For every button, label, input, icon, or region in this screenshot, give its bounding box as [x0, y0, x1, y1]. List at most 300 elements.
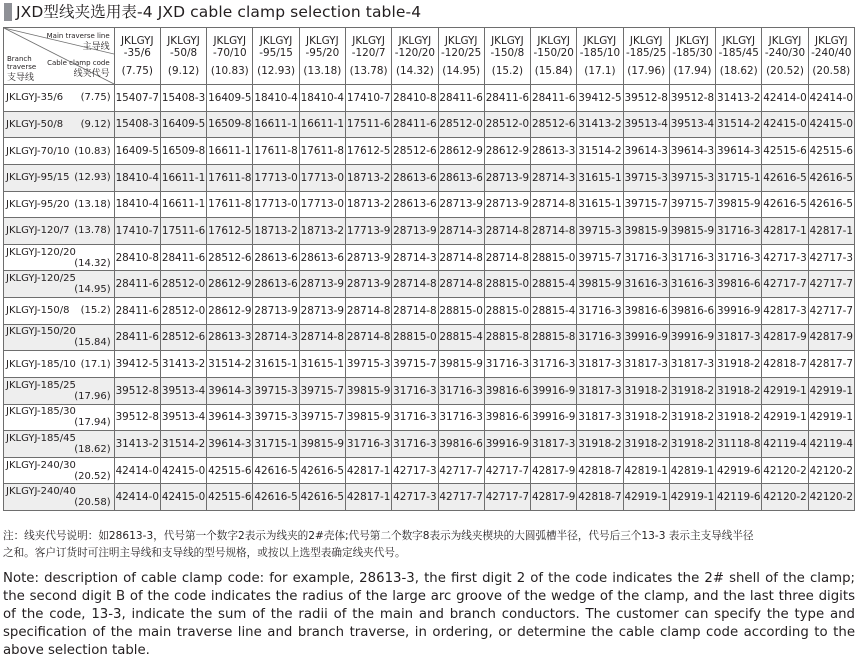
clamp-code-cell: 17612-5: [207, 218, 253, 245]
clamp-code-cell: 31918-2: [623, 377, 669, 404]
clamp-code-cell: 42817-1: [808, 218, 854, 245]
branch-en-label-1: Branch: [7, 55, 32, 63]
clamp-code-cell: 39916-9: [531, 377, 577, 404]
column-model: JKLGYJ: [120, 34, 154, 47]
column-header: [299, 28, 345, 85]
row-header: [4, 377, 115, 404]
clamp-code-cell: 28411-6: [114, 324, 160, 351]
clamp-code-cell: 42120-2: [762, 484, 808, 511]
column-size: (20.58): [812, 64, 851, 77]
clamp-code-cell: 31514-2: [716, 111, 762, 138]
clamp-code-cell: 39916-9: [716, 298, 762, 325]
clamp-code-cn-label: 线夹代号: [73, 69, 110, 79]
row-header: [4, 298, 115, 325]
table-row: [4, 138, 855, 165]
clamp-code-cell: 16409-5: [160, 111, 206, 138]
row-model: JKLGYJ-120/7: [6, 225, 70, 237]
column-size: (17.1): [584, 64, 616, 77]
clamp-code-cell: 28815-0: [392, 324, 438, 351]
row-model: JKLGYJ-120/20: [6, 246, 76, 258]
column-spec: -120/25: [440, 47, 482, 60]
clamp-code-cell: 28714-8: [438, 271, 484, 298]
clamp-code-cell: 42819-1: [669, 457, 715, 484]
clamp-code-cell: 42515-6: [207, 457, 253, 484]
clamp-code-cell: 31918-2: [669, 431, 715, 458]
clamp-code-cell: 42817-1: [345, 484, 391, 511]
clamp-code-cell: 31716-3: [484, 351, 530, 378]
clamp-code-cell: 39614-3: [669, 138, 715, 165]
clamp-code-cell: 28612-9: [207, 271, 253, 298]
table-row: [4, 244, 855, 271]
clamp-code-cell: 28512-6: [207, 244, 253, 271]
clamp-code-cell: 31615-1: [299, 351, 345, 378]
clamp-code-cell: 42817-9: [762, 324, 808, 351]
column-header: [253, 28, 299, 85]
clamp-code-cell: 42817-9: [531, 457, 577, 484]
clamp-code-cell: 16509-8: [160, 138, 206, 165]
clamp-code-cell: 31817-3: [577, 377, 623, 404]
clamp-code-cell: 28411-6: [484, 85, 530, 112]
clamp-code-cell: 31817-3: [577, 404, 623, 431]
clamp-code-cell: 39715-7: [299, 377, 345, 404]
clamp-code-cell: 42717-7: [484, 484, 530, 511]
column-header: [392, 28, 438, 85]
clamp-code-cell: 31413-2: [160, 351, 206, 378]
row-model: JKLGYJ-240/40: [6, 486, 76, 498]
clamp-code-cell: 18713-2: [345, 191, 391, 218]
table-row: [4, 404, 855, 431]
clamp-code-cell: 18713-2: [299, 218, 345, 245]
note-chinese: 注：线夹代号说明：如28613-3，代号第一个数字2表示为线夹的2#壳体;代号第二个数字8表示为线夹楔块的大圆弧槽半径，代号后三个13-3 表示主支导线半径之和。客户订货时可注明主导线和支导线的型号规格，或按以上选型表确定线夹代号。: [3, 530, 754, 559]
clamp-code-cell: 28815-0: [438, 298, 484, 325]
clamp-code-cell: 31716-3: [669, 244, 715, 271]
clamp-code-cell: 17611-8: [207, 164, 253, 191]
clamp-code-cell: 31716-3: [577, 298, 623, 325]
clamp-code-cell: 16611-1: [160, 164, 206, 191]
table-row: [4, 351, 855, 378]
row-size: (13.18): [74, 198, 111, 210]
clamp-code-cell: 39815-9: [669, 218, 715, 245]
column-model: JKLGYJ: [722, 34, 756, 47]
clamp-code-cell: 31716-3: [577, 324, 623, 351]
row-model: JKLGYJ-50/8: [6, 118, 64, 130]
clamp-code-cell: 28411-6: [531, 85, 577, 112]
clamp-code-cell: 39512-8: [623, 85, 669, 112]
column-header: [484, 28, 530, 85]
clamp-code-cell: 28815-0: [484, 298, 530, 325]
clamp-code-cell: 28815-8: [484, 324, 530, 351]
clamp-code-cell: 39815-9: [716, 191, 762, 218]
column-header: [531, 28, 577, 85]
table-row: [4, 484, 855, 511]
clamp-code-cell: 28613-3: [207, 324, 253, 351]
column-model: JKLGYJ: [768, 34, 802, 47]
clamp-code-cell: 42616-5: [299, 457, 345, 484]
column-model: JKLGYJ: [815, 34, 848, 47]
row-size: (7.75): [80, 92, 111, 104]
clamp-code-cell: 39916-9: [531, 404, 577, 431]
clamp-code-cell: 28713-9: [345, 271, 391, 298]
clamp-code-cell: 17713-9: [345, 218, 391, 245]
clamp-code-cell: 31716-3: [531, 351, 577, 378]
clamp-code-cell: 17511-6: [160, 218, 206, 245]
clamp-code-cell: 31616-3: [623, 271, 669, 298]
clamp-code-cell: 28815-4: [531, 271, 577, 298]
clamp-code-cell: 42616-5: [253, 484, 299, 511]
clamp-code-cell: 42120-2: [808, 484, 854, 511]
clamp-code-cell: 28713-9: [299, 271, 345, 298]
row-model: JKLGYJ-185/25: [6, 379, 76, 391]
table-row: [4, 298, 855, 325]
clamp-code-cell: 28714-8: [392, 271, 438, 298]
clamp-code-cell: 39513-4: [160, 377, 206, 404]
clamp-code-cell: 28713-9: [392, 218, 438, 245]
clamp-code-cell: 42119-4: [808, 431, 854, 458]
clamp-code-cell: 42414-0: [762, 85, 808, 112]
clamp-code-cell: 39815-9: [438, 351, 484, 378]
column-model: JKLGYJ: [259, 34, 293, 47]
clamp-code-cell: 42919-1: [762, 404, 808, 431]
table-header-row: [4, 28, 855, 85]
column-spec: -50/8: [169, 47, 198, 60]
clamp-code-cell: 42717-3: [392, 457, 438, 484]
clamp-code-cell: 42119-4: [762, 431, 808, 458]
table-row: [4, 377, 855, 404]
clamp-code-cell: 28714-8: [392, 298, 438, 325]
column-spec: -240/40: [811, 47, 852, 60]
clamp-code-cell: 31615-1: [577, 164, 623, 191]
column-header: [669, 28, 715, 85]
clamp-code-cell: 39715-7: [669, 191, 715, 218]
clamp-code-cell: 39412-5: [577, 85, 623, 112]
clamp-code-cell: 31413-2: [716, 85, 762, 112]
clamp-code-cell: 28612-9: [207, 298, 253, 325]
column-size: (14.32): [395, 64, 434, 77]
clamp-code-cell: 17713-0: [253, 164, 299, 191]
clamp-code-cell: 39916-9: [484, 431, 530, 458]
clamp-code-cell: 39512-8: [114, 377, 160, 404]
column-size: (13.78): [349, 64, 388, 77]
column-header: [808, 28, 854, 85]
clamp-code-cell: 28713-9: [253, 298, 299, 325]
clamp-code-cell: 18410-4: [114, 191, 160, 218]
row-header: [4, 138, 115, 165]
clamp-code-cell: 28612-9: [484, 138, 530, 165]
clamp-code-cell: 28713-9: [484, 191, 530, 218]
branch-cn-label: 支导线: [7, 73, 35, 83]
clamp-code-cell: 31817-3: [623, 351, 669, 378]
column-size: (12.93): [257, 64, 295, 77]
clamp-code-cell: 17410-7: [345, 85, 391, 112]
clamp-code-cell: 42819-1: [623, 457, 669, 484]
clamp-code-cell: 31514-2: [207, 351, 253, 378]
clamp-code-cell: 31716-3: [392, 404, 438, 431]
row-header: [4, 191, 115, 218]
column-header: [160, 28, 206, 85]
column-model: JKLGYJ: [491, 34, 524, 47]
clamp-code-cell: 18410-4: [253, 85, 299, 112]
clamp-code-cell: 42415-0: [808, 111, 854, 138]
column-spec: -150/8: [490, 47, 525, 60]
row-model: JKLGYJ-95/20: [6, 198, 70, 210]
clamp-code-cell: 42515-6: [762, 138, 808, 165]
clamp-code-cell: 28411-6: [114, 271, 160, 298]
row-model: JKLGYJ-120/25: [6, 273, 76, 285]
row-size: (18.62): [74, 443, 111, 455]
clamp-code-cell: 15408-3: [160, 85, 206, 112]
row-size: (10.83): [74, 145, 111, 157]
row-model: JKLGYJ-185/10: [6, 358, 76, 370]
row-model: JKLGYJ-70/10: [6, 145, 70, 157]
column-size: (7.75): [121, 64, 153, 77]
clamp-code-cell: 39715-3: [253, 377, 299, 404]
column-spec: -120/20: [394, 47, 436, 60]
column-spec: -185/45: [718, 47, 759, 60]
column-size: (17.94): [673, 64, 712, 77]
corner-header-cell: [4, 28, 115, 85]
column-model: JKLGYJ: [398, 34, 432, 47]
clamp-code-cell: 31716-3: [623, 244, 669, 271]
clamp-code-cell: 42717-7: [808, 298, 854, 325]
page-title: JXD型线夹选用表-4 JXD cable clamp selection table-4: [16, 3, 422, 21]
clamp-code-cell: 17713-0: [299, 191, 345, 218]
clamp-code-cell: 42717-7: [762, 271, 808, 298]
column-model: JKLGYJ: [583, 34, 617, 47]
row-header: [4, 85, 115, 112]
column-size: (13.18): [303, 64, 342, 77]
row-size: (20.58): [74, 497, 111, 509]
clamp-code-cell: 39715-3: [623, 164, 669, 191]
clamp-code-cell: 28410-8: [114, 244, 160, 271]
clamp-code-cell: 28714-3: [531, 164, 577, 191]
clamp-code-cell: 39715-3: [345, 351, 391, 378]
column-model: JKLGYJ: [444, 34, 478, 47]
clamp-code-cell: 39715-3: [577, 218, 623, 245]
clamp-code-cell: 31918-2: [716, 377, 762, 404]
clamp-code-cell: 28613-6: [438, 164, 484, 191]
column-model: JKLGYJ: [167, 34, 200, 47]
clamp-code-cell: 42717-7: [808, 271, 854, 298]
column-spec: -185/10: [579, 47, 621, 60]
column-spec: -185/30: [672, 47, 713, 60]
clamp-code-cell: 15407-7: [114, 85, 160, 112]
column-spec: -185/25: [626, 47, 667, 60]
clamp-code-cell: 31715-1: [716, 164, 762, 191]
row-size: (17.96): [74, 390, 111, 402]
clamp-code-cell: 42616-5: [253, 457, 299, 484]
table-row: [4, 271, 855, 298]
clamp-code-cell: 42717-3: [392, 484, 438, 511]
clamp-code-cell: 28815-0: [484, 271, 530, 298]
clamp-code-cell: 39816-6: [484, 377, 530, 404]
clamp-code-cell: 28815-4: [438, 324, 484, 351]
clamp-code-cell: 42717-7: [438, 457, 484, 484]
clamp-code-cell: 39816-6: [716, 271, 762, 298]
row-model: JKLGYJ-150/8: [6, 305, 70, 317]
clamp-code-cell: 39715-7: [623, 191, 669, 218]
clamp-code-cell: 28512-0: [438, 111, 484, 138]
row-size: (12.93): [74, 172, 111, 184]
column-model: JKLGYJ: [306, 34, 339, 47]
column-size: (18.62): [719, 64, 758, 77]
clamp-code-cell: 31716-3: [392, 431, 438, 458]
clamp-code-cell: 39816-6: [669, 298, 715, 325]
clamp-code-cell: 39614-3: [207, 431, 253, 458]
row-header: [4, 404, 115, 431]
clamp-code-cell: 39715-3: [669, 164, 715, 191]
clamp-code-cell: 28714-8: [299, 324, 345, 351]
clamp-code-cell: 31716-3: [716, 218, 762, 245]
clamp-code-cell: 28512-6: [392, 138, 438, 165]
column-header: [114, 28, 160, 85]
table-row: [4, 191, 855, 218]
row-header: [4, 351, 115, 378]
row-size: (15.2): [80, 305, 111, 317]
row-size: (20.52): [74, 470, 111, 482]
row-size: (17.1): [80, 358, 111, 370]
clamp-code-cell: 39614-3: [716, 138, 762, 165]
clamp-code-cell: 28714-8: [345, 324, 391, 351]
clamp-code-cell: 42515-6: [808, 138, 854, 165]
column-spec: -120/7: [351, 47, 386, 60]
clamp-code-cell: 39816-6: [484, 404, 530, 431]
clamp-code-en-label: Cable clamp code: [47, 59, 110, 67]
row-size: (15.84): [74, 337, 111, 349]
clamp-code-cell: 28512-6: [160, 324, 206, 351]
clamp-code-cell: 31918-2: [716, 404, 762, 431]
column-model: JKLGYJ: [352, 34, 385, 47]
clamp-code-cell: 42616-5: [762, 164, 808, 191]
clamp-code-cell: 42817-9: [808, 324, 854, 351]
clamp-code-cell: 39815-9: [345, 404, 391, 431]
clamp-code-cell: 28714-8: [484, 218, 530, 245]
clamp-code-cell: 28714-8: [484, 244, 530, 271]
clamp-code-cell: 42919-1: [808, 377, 854, 404]
clamp-code-cell: 39614-3: [207, 404, 253, 431]
column-size: (10.83): [210, 64, 249, 77]
clamp-code-cell: 39815-9: [577, 271, 623, 298]
clamp-code-cell: 31817-3: [669, 351, 715, 378]
column-header: [762, 28, 808, 85]
clamp-code-cell: 28613-6: [392, 191, 438, 218]
row-header: [4, 324, 115, 351]
clamp-code-cell: 31616-3: [669, 271, 715, 298]
clamp-code-cell: 17611-8: [207, 191, 253, 218]
clamp-code-cell: 42120-2: [808, 457, 854, 484]
clamp-code-cell: 39815-9: [299, 431, 345, 458]
clamp-code-cell: 31514-2: [577, 138, 623, 165]
clamp-code-cell: 17611-8: [253, 138, 299, 165]
clamp-code-cell: 42818-7: [577, 457, 623, 484]
clamp-code-cell: 42616-5: [808, 164, 854, 191]
clamp-code-cell: 39715-7: [392, 351, 438, 378]
clamp-code-cell: 39513-4: [160, 404, 206, 431]
column-header: [207, 28, 253, 85]
clamp-code-cell: 42415-0: [160, 457, 206, 484]
clamp-code-cell: 28714-8: [531, 218, 577, 245]
clamp-code-cell: 16611-1: [160, 191, 206, 218]
clamp-code-cell: 42919-1: [808, 404, 854, 431]
clamp-code-cell: 39816-6: [438, 431, 484, 458]
clamp-code-cell: 42616-5: [299, 484, 345, 511]
clamp-code-cell: 28411-6: [160, 244, 206, 271]
row-header: [4, 111, 115, 138]
clamp-code-cell: 42817-7: [808, 351, 854, 378]
clamp-code-cell: 28713-9: [299, 298, 345, 325]
clamp-code-cell: 39512-8: [114, 404, 160, 431]
clamp-code-cell: 42414-0: [114, 457, 160, 484]
clamp-code-cell: 42817-1: [345, 457, 391, 484]
clamp-code-cell: 42717-7: [484, 457, 530, 484]
clamp-code-cell: 28815-0: [531, 244, 577, 271]
clamp-code-cell: 31716-3: [438, 377, 484, 404]
main-line-en-label: Main traverse line: [46, 32, 110, 40]
row-header: [4, 271, 115, 298]
clamp-code-cell: 31615-1: [253, 351, 299, 378]
column-model: JKLGYJ: [629, 34, 663, 47]
clamp-code-cell: 39815-9: [623, 218, 669, 245]
row-header: [4, 484, 115, 511]
clamp-code-cell: 17410-7: [114, 218, 160, 245]
clamp-code-cell: 17612-5: [345, 138, 391, 165]
clamp-code-cell: 28410-8: [392, 85, 438, 112]
clamp-code-cell: 42919-1: [669, 484, 715, 511]
clamp-code-cell: 28815-8: [531, 324, 577, 351]
clamp-code-cell: 39614-3: [623, 138, 669, 165]
row-size: (14.95): [74, 284, 111, 296]
clamp-code-cell: 28714-8: [345, 298, 391, 325]
table-row: [4, 218, 855, 245]
column-model: JKLGYJ: [676, 34, 709, 47]
branch-en-label-2: traverse: [7, 63, 37, 71]
clamp-code-cell: 31118-8: [716, 431, 762, 458]
clamp-code-cell: 39816-6: [623, 298, 669, 325]
clamp-code-cell: 28613-6: [392, 164, 438, 191]
clamp-code-cell: 28512-0: [484, 111, 530, 138]
clamp-code-cell: 28815-4: [531, 298, 577, 325]
clamp-code-cell: 42414-0: [114, 484, 160, 511]
clamp-code-cell: 15408-3: [114, 111, 160, 138]
clamp-code-cell: 28512-0: [160, 298, 206, 325]
clamp-code-cell: 28613-6: [253, 271, 299, 298]
column-size: (15.84): [534, 64, 573, 77]
clamp-code-cell: 39715-7: [299, 404, 345, 431]
clamp-code-cell: 31918-2: [716, 351, 762, 378]
clamp-code-cell: 42817-3: [762, 298, 808, 325]
clamp-code-cell: 28612-9: [438, 138, 484, 165]
clamp-code-cell: 42919-6: [716, 457, 762, 484]
clamp-code-cell: 31918-2: [623, 404, 669, 431]
row-header: [4, 164, 115, 191]
row-header: [4, 244, 115, 271]
row-model: JKLGYJ-240/30: [6, 459, 76, 471]
row-size: (17.94): [74, 417, 111, 429]
clamp-code-cell: 16611-1: [253, 111, 299, 138]
row-model: JKLGYJ-185/45: [6, 432, 76, 444]
clamp-code-cell: 17511-6: [345, 111, 391, 138]
column-header: [438, 28, 484, 85]
table-row: [4, 85, 855, 112]
row-header: [4, 218, 115, 245]
row-model: JKLGYJ-150/20: [6, 326, 76, 338]
row-model: JKLGYJ-185/30: [6, 406, 76, 418]
clamp-code-cell: 42415-0: [160, 484, 206, 511]
column-spec: -95/15: [259, 47, 293, 60]
clamp-code-cell: 31918-2: [623, 431, 669, 458]
column-size: (9.12): [167, 64, 200, 77]
clamp-code-cell: 28411-6: [438, 85, 484, 112]
clamp-code-cell: 28714-8: [438, 244, 484, 271]
